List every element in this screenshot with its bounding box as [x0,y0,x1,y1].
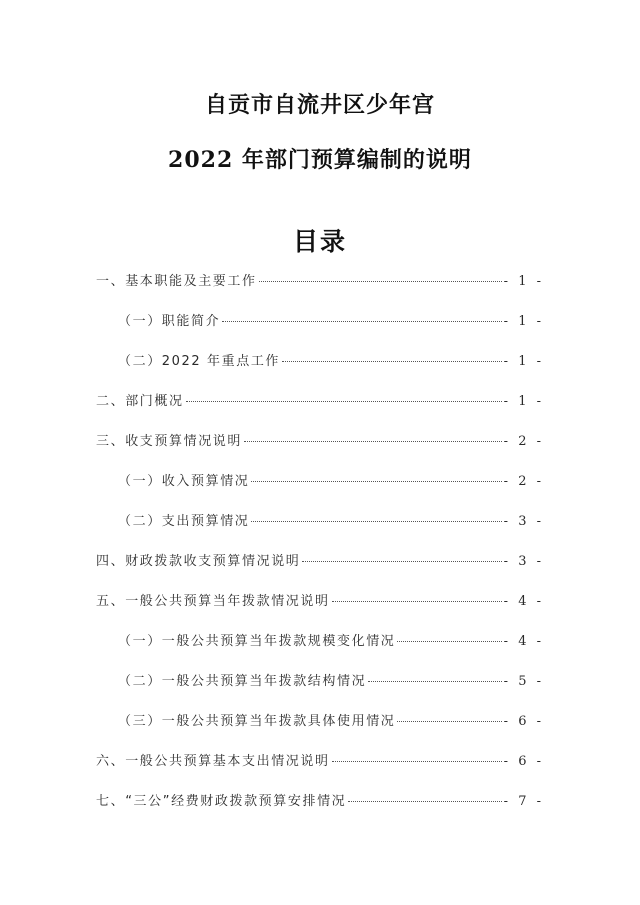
toc-leader-dots [348,800,501,802]
toc-entry[interactable] [96,310,544,336]
toc-leader-dots [282,360,502,362]
toc-entry-label: （一）职能简介 [118,314,221,329]
toc-leader-dots [368,680,501,682]
toc-entry[interactable] [96,470,544,496]
toc-leader-dots [251,480,501,482]
toc-entry[interactable] [96,710,544,736]
toc-entry-page: - 4 - [503,594,544,609]
toc-entry-label: 七、“三公”经费财政拨款预算安排情况 [96,794,347,809]
toc-entry[interactable] [96,510,544,536]
toc-leader-dots [397,640,501,642]
toc-entry-page: - 2 - [503,434,544,449]
toc-entry-label: （二）2022 年重点工作 [118,354,281,369]
toc-entry[interactable] [96,630,544,656]
toc-entry[interactable] [96,790,544,816]
toc-entry-page: - 6 - [503,714,544,729]
toc-entry-page: - 6 - [503,754,544,769]
toc-entry[interactable] [96,750,544,776]
toc-entry[interactable] [96,430,544,456]
toc-entry[interactable] [96,270,544,296]
toc-heading: 目录 [292,227,347,256]
toc-entry[interactable] [96,670,544,696]
toc-entry-label: （一）收入预算情况 [118,474,250,489]
toc-entry[interactable] [96,350,544,376]
toc-entry-page: - 1 - [503,354,544,369]
toc-leader-dots [186,400,502,402]
toc-entry[interactable] [96,590,544,616]
toc-leader-dots [332,600,502,602]
toc-entry-label: 四、财政拨款收支预算情况说明 [96,554,301,569]
toc-leader-dots [397,720,501,722]
toc-entry-label: （一）一般公共预算当年拨款规模变化情况 [118,634,396,649]
toc-entry-page: - 1 - [503,394,544,409]
toc-entry-label: 一、基本职能及主要工作 [96,274,257,289]
toc-entry-page: - 2 - [503,474,544,489]
toc-entry-label: 二、部门概况 [96,394,184,409]
toc-entry-label: （二）一般公共预算当年拨款结构情况 [118,674,367,689]
toc-leader-dots [251,520,501,522]
toc-entry-label: （三）一般公共预算当年拨款具体使用情况 [118,714,396,729]
toc-leader-dots [259,280,502,282]
toc-entry-label: 三、收支预算情况说明 [96,434,243,449]
toc-entry-page: - 4 - [503,634,544,649]
toc-leader-dots [302,560,501,562]
toc-leader-dots [222,320,501,322]
toc-entry-label: （二）支出预算情况 [118,514,250,529]
document-subtitle: 2022 年部门预算编制的说明 [168,147,472,173]
toc-entry-page: - 1 - [503,274,544,289]
toc-entry-page: - 5 - [503,674,544,689]
toc-entry-page: - 3 - [503,514,544,529]
toc-entry-page: - 3 - [503,554,544,569]
toc-entry[interactable] [96,550,544,576]
toc-leader-dots [244,440,502,442]
toc-entry-page: - 1 - [503,314,544,329]
toc-entry-label: 六、一般公共预算基本支出情况说明 [96,754,330,769]
toc-entry[interactable] [96,390,544,416]
toc-entry-label: 五、一般公共预算当年拨款情况说明 [96,594,330,609]
toc-leader-dots [332,760,502,762]
document-title: 自贡市自流井区少年宫 [204,92,435,118]
toc-entry-page: - 7 - [503,794,544,809]
